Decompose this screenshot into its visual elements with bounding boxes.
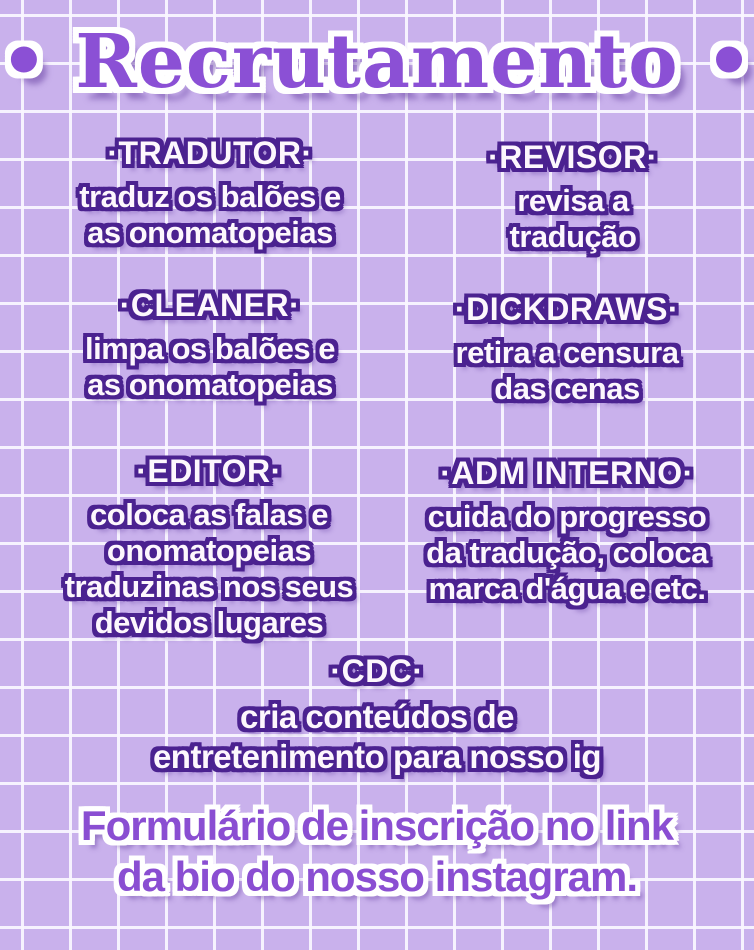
section-tradutor — [28, 136, 392, 251]
section-cleaner-desc-line: as onomatopeias — [87, 367, 333, 402]
section-editor-desc-line: coloca as falas e — [90, 497, 328, 532]
section-cleaner-title: ·CLEANER· — [119, 287, 301, 323]
section-revisor-title: ·REVISOR· — [488, 139, 658, 175]
section-editor — [22, 454, 396, 641]
footer-line: da bio do nosso instagram. — [116, 853, 638, 900]
section-adm-interno — [386, 456, 748, 607]
section-revisor-desc-line: revisa a — [517, 183, 629, 218]
section-editor-desc-line: onomatopeias — [106, 533, 312, 568]
section-adm-interno-title: ·ADM INTERNO· — [440, 455, 694, 491]
section-cleaner-desc-line: limpa os balões e — [85, 331, 335, 366]
section-tradutor-desc-line: traduz os balões e — [79, 179, 341, 214]
section-revisor-desc-line: tradução — [509, 219, 637, 254]
section-adm-interno-desc-line: cuida do progresso — [427, 499, 707, 534]
section-adm-interno-desc-line: da tradução, coloca — [426, 535, 708, 570]
section-dickdraws-desc-line: retira a censura — [455, 335, 679, 370]
section-dickdraws-title: ·DICKDRAWS· — [454, 291, 680, 327]
section-editor-desc-line: traduzinas nos seus — [64, 569, 354, 604]
section-editor-desc-line: devidos lugares — [94, 605, 324, 640]
poster-title: • Recrutamento • — [0, 19, 754, 105]
section-tradutor-title: ·TRADUTOR· — [107, 135, 313, 171]
section-cdc-title: ·CDC· — [330, 653, 424, 689]
section-dickdraws-desc-line: das cenas — [494, 371, 640, 406]
footer-line: Formulário de inscrição no link — [80, 802, 674, 849]
section-adm-interno-desc-line: marca d'água e etc. — [428, 571, 706, 606]
section-editor-title: ·EDITOR· — [136, 453, 282, 489]
section-cdc-desc-line: entretenimento para nosso ig — [152, 738, 602, 775]
poster-footer — [0, 800, 754, 902]
section-cdc-desc-line: cria conteúdos de — [240, 698, 514, 735]
section-tradutor-desc-line: as onomatopeias — [87, 215, 333, 250]
section-dickdraws — [393, 292, 741, 407]
section-cdc — [77, 654, 677, 777]
section-cleaner — [28, 288, 392, 403]
section-revisor — [408, 140, 738, 255]
